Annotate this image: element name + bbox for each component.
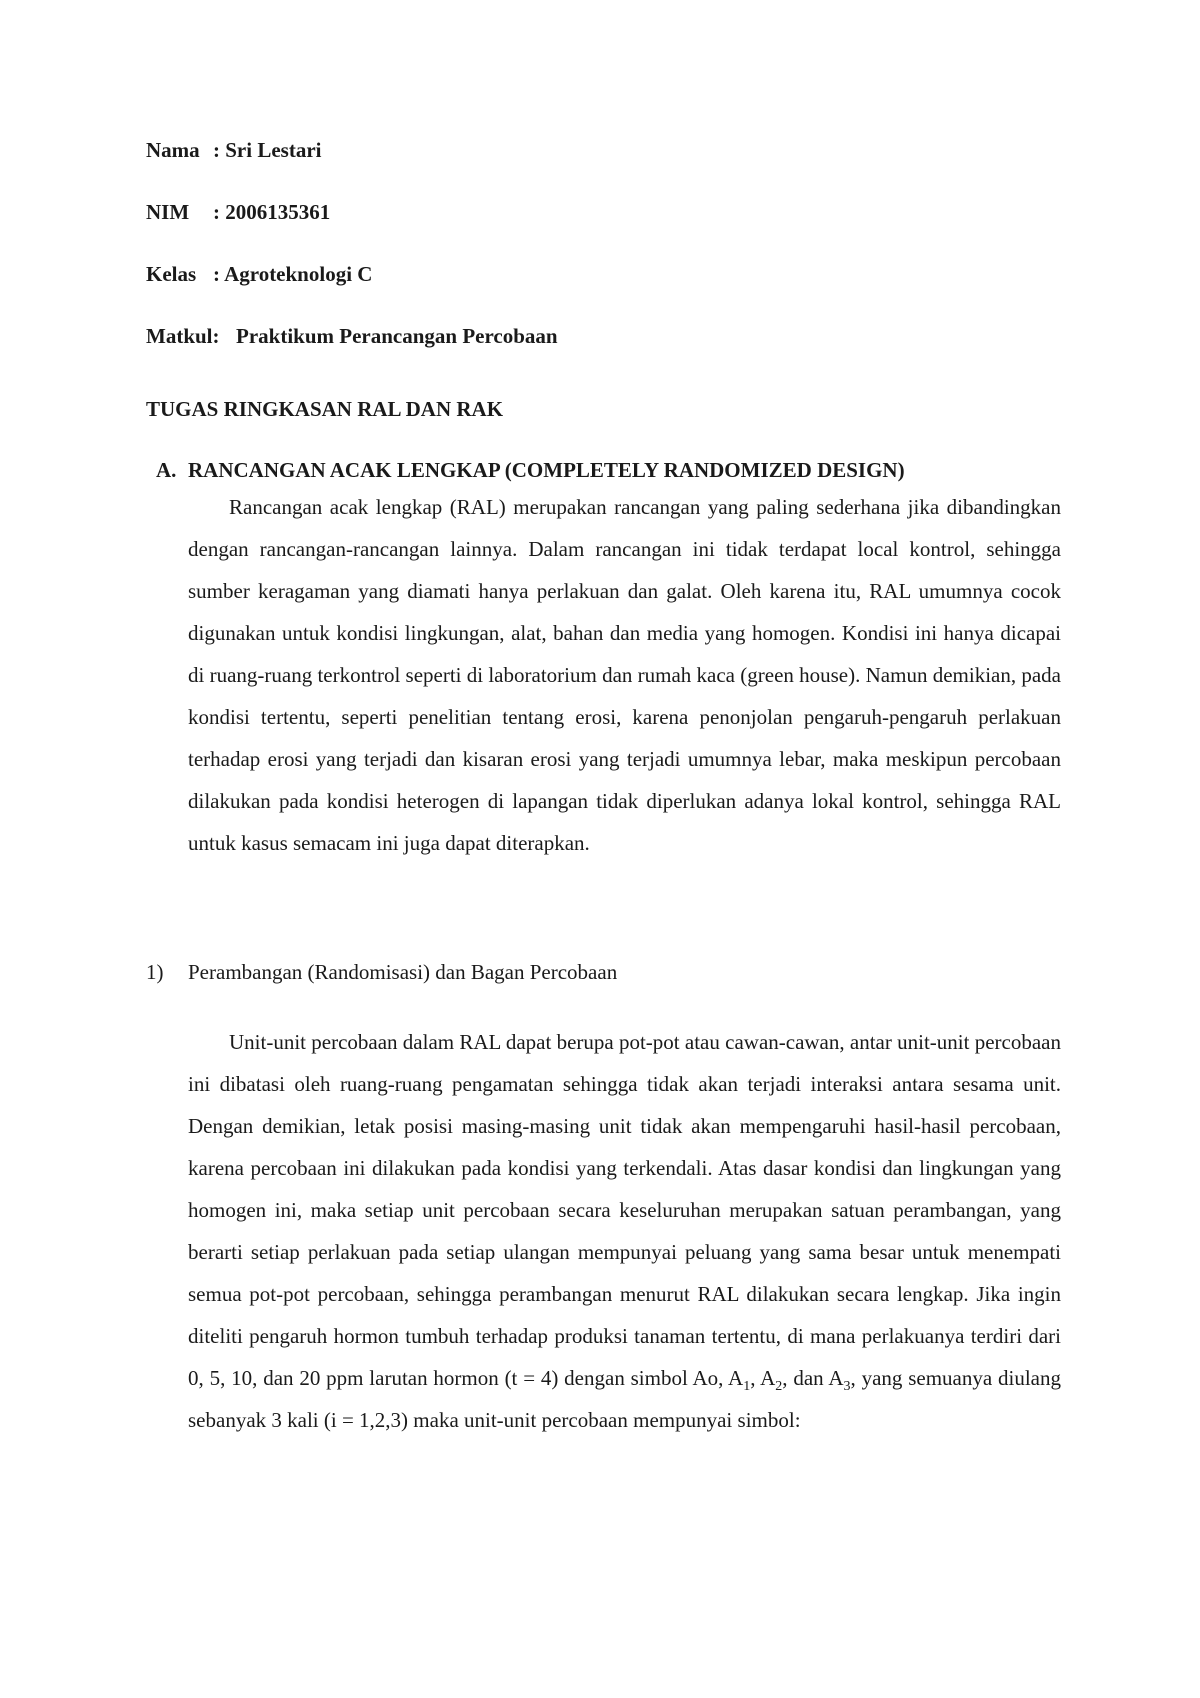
section-a-paragraph: Rancangan acak lengkap (RAL) merupakan rancangan yang paling sederhana jika dibandingkan dengan rancangan-rancangan lainnya. Dalam rancangan ini tidak terdapat local kontrol, sehingga sumber keragaman yang diamati hanya perlakuan dan galat. Oleh karena itu, RAL umumnya cocok digunakan untuk kondisi lingkungan, alat, bahan dan media yang homogen. Kondisi ini hanya dicapai di ruang-ruang terkontrol seperti di laboratorium dan rumah kaca (green house). Namun demikian, pada kondisi tertentu, seperti penelitian tentang erosi, karena penonjolan pengaruh-pengaruh perlakuan terhadap erosi yang terjadi dan kisaran erosi yang terjadi umumnya lebar, maka meskipun percobaan dilakukan pada kondisi heterogen di lapangan tidak diperlukan adanya lokal kontrol, sehingga RAL untuk kasus semacam ini juga dapat diterapkan. <box>188 495 1061 855</box>
header-nama <box>146 137 321 163</box>
subsection-1-paragraph <box>188 1021 1061 1441</box>
nim-value: : 2006135361 <box>213 200 331 224</box>
paragraph-text-part2: , yang semuanya diulang sebanyak 3 kali (i = 1,2,3) maka unit-unit percobaan mempunyai simbol: <box>188 1366 1061 1432</box>
nim-label: NIM <box>146 200 190 224</box>
subscript-3: 3 <box>843 1379 851 1395</box>
subsection-1-title: Perambangan (Randomisasi) dan Bagan Percobaan <box>188 960 618 984</box>
subsection-1-heading <box>146 959 617 985</box>
matkul-label: Matkul: <box>146 324 220 348</box>
subscript-2: 2 <box>775 1379 783 1395</box>
kelas-value: : Agroteknologi C <box>213 262 373 286</box>
section-a-marker: A. <box>156 458 177 482</box>
matkul-value: Praktikum Perancangan Percobaan <box>236 324 558 348</box>
separator-1: , A <box>750 1366 776 1390</box>
section-a-heading <box>156 457 905 483</box>
header-nim <box>146 199 330 225</box>
nama-label: Nama <box>146 138 200 162</box>
header-matkul <box>146 323 558 349</box>
task-title: TUGAS RINGKASAN RAL DAN RAK <box>146 397 504 421</box>
header-kelas <box>146 261 372 287</box>
subscript-1: 1 <box>743 1379 751 1395</box>
separator-2: , dan A <box>782 1366 844 1390</box>
nama-value: : Sri Lestari <box>213 138 322 162</box>
kelas-label: Kelas <box>146 262 197 286</box>
section-a-title: RANCANGAN ACAK LENGKAP (COMPLETELY RANDOMIZED DESIGN) <box>188 458 905 482</box>
subsection-1-marker: 1) <box>146 960 164 984</box>
paragraph-text-part1: Unit-unit percobaan dalam RAL dapat berupa pot-pot atau cawan-cawan, antar unit-unit percobaan ini dibatasi oleh ruang-ruang pengamatan sehingga tidak akan terjadi interaksi antara sesama unit. Dengan demikian, letak posisi masing-masing unit tidak akan mempengaruhi hasil-hasil percobaan, karena percobaan ini dilakukan pada kondisi yang terkendali. Atas dasar kondisi dan lingkungan yang homogen ini, maka setiap unit percobaan secara keseluruhan merupakan satuan perambangan, yang berarti setiap perlakuan pada setiap ulangan mempunyai peluang yang sama besar untuk menempati semua pot-pot percobaan, sehingga perambangan menurut RAL dilakukan secara lengkap. Jika ingin diteliti pengaruh hormon tumbuh terhadap produksi tanaman tertentu, di mana perlakuanya terdiri dari 0, 5, 10, dan 20 ppm larutan hormon (t = 4) dengan simbol Ao, A <box>188 1030 1061 1390</box>
